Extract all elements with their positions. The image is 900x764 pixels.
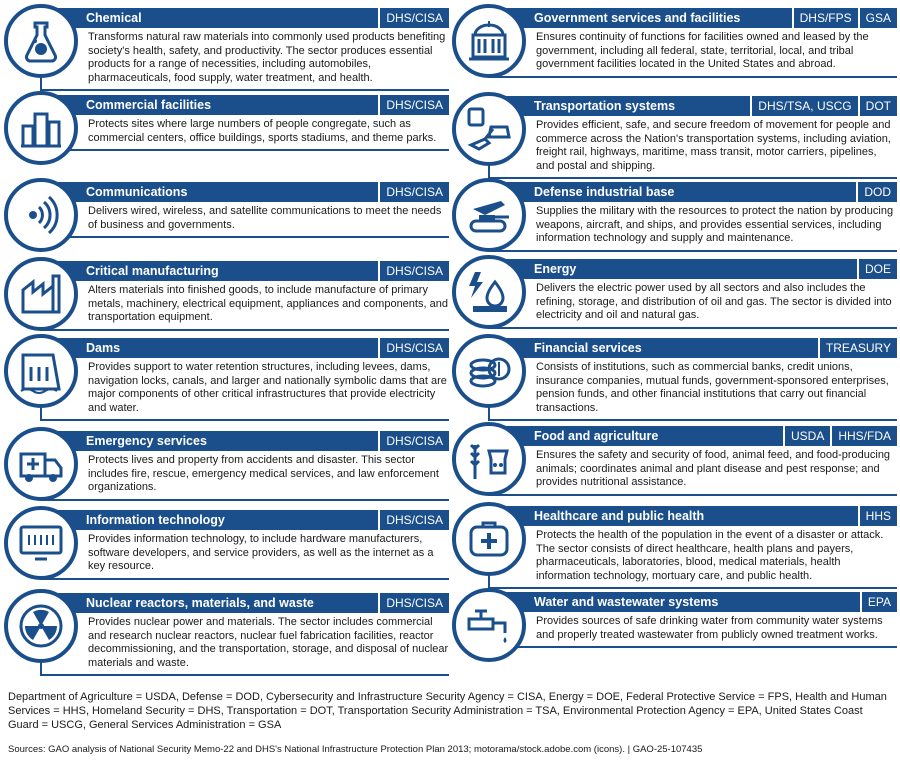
sector-description: Provides nuclear power and materials. The sector includes commercial and research nuclear reactors, nuclear fuel fabrication facilities, reactor decommissioning, and the transportation, storage, and disposal of nuclear materials and waste. [40,613,449,676]
sector-title: Dams [86,341,121,355]
sector-title: Critical manufacturing [86,264,219,278]
sector-title: Nuclear reactors, materials, and waste [86,596,314,610]
sector-title: Food and agriculture [534,429,659,443]
sources-note: Sources: GAO analysis of National Security Memo-22 and DHS's National Infrastructure Protection Plan 2013; motorama/stock.adobe.com (icons). | GAO-25-107435 [8,744,703,755]
agency-tag: USDA [783,426,830,446]
agency-tag: DHS/CISA [378,431,449,451]
sector-description: Supplies the military with the resources to protect the nation by producing weapons, aircraft, and ships, and provides essential services, including information technology and supply and maintenance. [488,202,897,252]
sector-description: Provides information technology, to include hardware manufacturers, software developers, and service providers, as well as the internet as a key resource. [40,530,449,580]
agency-tag: DHS/CISA [378,95,449,115]
wheat-cow-icon [452,422,526,496]
sector-header [488,506,897,526]
sector-header [40,95,449,115]
agency-tag: DOT [858,96,897,116]
sector-header [40,431,449,451]
agency-tag: GSA [858,8,897,28]
agency-tag: HHS/FDA [830,426,897,446]
agency-tag: TREASURY [818,338,897,358]
sector-title: Emergency services [86,434,207,448]
sector-title: Commercial facilities [86,98,212,112]
sector-header [488,338,897,358]
energy-oil-icon [452,255,526,329]
coins-dollar-icon [452,334,526,408]
sector-description: Protects the health of the population in the event of a disaster or attack. The sector consists of direct healthcare, health plans and payers, pharmaceuticals, laboratories, blood, medical materials, health information technology, mortuary care, and public health. [488,526,897,589]
agency-tag: DHS/TSA, USCG [750,96,857,116]
sector-header [40,510,449,530]
sector-header [488,96,897,116]
sector-description: Ensures the safety and security of food, animal feed, and food-producing animals; coordinates animal and plant disease and pest response; and provides nutritional assistance. [488,446,897,496]
sector-header [40,261,449,281]
broadcast-signal-icon [4,178,78,252]
dam-icon [4,334,78,408]
sector-description: Transforms natural raw materials into commonly used products benefiting society's health, safety, and productivity. The sector produces essential products for a range of necessities, including automobiles, pharmaceuticals, food supply, water treatment, and health. [40,28,449,91]
computer-monitor-icon [4,506,78,580]
sector-header [488,182,897,202]
sector-description: Delivers the electric power used by all sectors and also includes the refining, storage, and distribution of oil and gas. The sector is divided into electricity and oil and natural gas. [488,279,897,329]
abbreviations-footnote: Department of Agriculture = USDA, Defense = DOD, Cybersecurity and Infrastructure Security Agency = CISA, Energy = DOE, Federal Protective Service = FPS, Health and Human Services = HHS, Homeland Security = DHS, Transportation = DOT, Transportation Security Administration = TSA, Environmental Protection Agency = EPA, United States Coast Guard = USCG, General Services Administration = GSA [8,691,887,731]
sector-description: Protects lives and property from accidents and disaster. This sector includes fire, rescue, emergency medical services, and law enforcement organizations. [40,451,449,501]
commercial-buildings-icon [4,91,78,165]
agency-tag: DHS/CISA [378,182,449,202]
sector-title: Water and wastewater systems [534,595,719,609]
water-faucet-icon [452,588,526,662]
sector-description: Delivers wired, wireless, and satellite communications to meet the needs of business and governments. [40,202,449,238]
sector-title: Defense industrial base [534,185,675,199]
sector-description: Provides support to water retention structures, including levees, dams, navigation locks, canals, and larger and nationally symbolic dams that are major components of other critical infrastructures that provide electricity and water. [40,358,449,421]
chemical-flask-icon [4,4,78,78]
sector-title: Healthcare and public health [534,509,705,523]
sector-description: Consists of institutions, such as commercial banks, credit unions, insurance companies, mutual funds, government-sponsored enterprises, pension funds, and other financial institutions that carry out financial transactions. [488,358,897,421]
sector-title: Chemical [86,11,142,25]
government-building-icon [452,4,526,78]
agency-tag: DHS/CISA [378,593,449,613]
ambulance-icon [4,427,78,501]
transportation-icon [452,92,526,166]
sector-header [488,592,897,612]
factory-icon [4,257,78,331]
sector-title: Government services and facilities [534,11,741,25]
sector-title: Energy [534,262,577,276]
sector-header [488,426,897,446]
agency-tag: DHS/CISA [378,8,449,28]
agency-tag: DOE [857,259,897,279]
sector-header [40,182,449,202]
agency-tag: DHS/FPS [792,8,858,28]
sector-title: Communications [86,185,188,199]
agency-tag: DHS/CISA [378,261,449,281]
agency-tag: HHS [858,506,897,526]
sector-description: Provides efficient, safe, and secure freedom of movement for people and commerce across the Nation's transportation systems, including aviation, freight rail, highways, maritime, mass transit, motor carriers, pipelines, and postal and shipping. [488,116,897,179]
sector-description: Ensures continuity of functions for facilities owned and leased by the government, including all federal, state, territorial, local, and tribal government facilities located in the United States and abroad. [488,28,897,78]
sector-header [40,8,449,28]
sector-description: Alters materials into finished goods, to include manufacture of primary metals, machinery, electrical equipment, appliances and components, and transportation equipment. [40,281,449,331]
sector-header [40,338,449,358]
sector-description: Provides sources of safe drinking water from community water systems and properly treated wastewater from publicly owned treatment works. [488,612,897,648]
sector-title: Financial services [534,341,642,355]
radiation-icon [4,589,78,663]
sector-title: Information technology [86,513,225,527]
military-jet-tank-icon [452,178,526,252]
sector-header [40,593,449,613]
sector-header [488,8,897,28]
agency-tag: DOD [856,182,897,202]
agency-tag: EPA [860,592,897,612]
agency-tag: DHS/CISA [378,338,449,358]
medical-kit-icon [452,502,526,576]
agency-tag: DHS/CISA [378,510,449,530]
sector-header [488,259,897,279]
sector-title: Transportation systems [534,99,676,113]
sector-description: Protects sites where large numbers of people congregate, such as commercial centers, office buildings, sports stadiums, and theme parks. [40,115,449,151]
